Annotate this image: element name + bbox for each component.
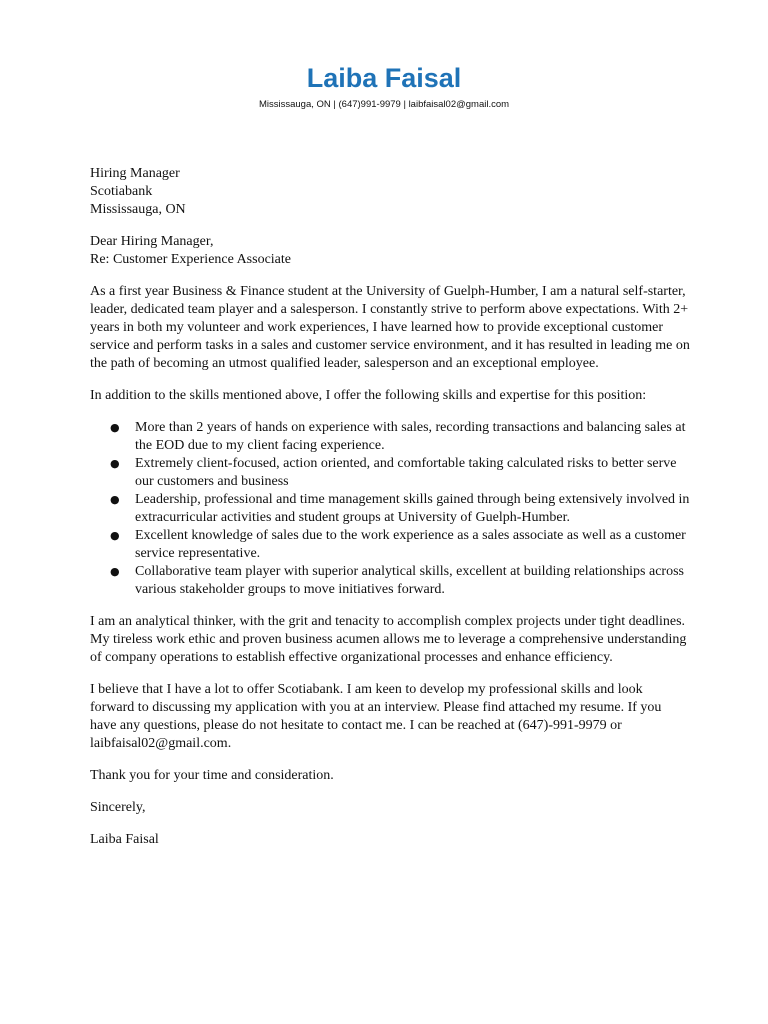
- bullet-icon: ●: [110, 493, 120, 506]
- offer-paragraph: I believe that I have a lot to offer Scotiabank. I am keen to develop my professional skills and look forward to discussing my application with you at an interview. Please find attached my resume. If you have any questions, please do not hesitate to contact me. I can be reached at (647)-991-9979 or laibfaisal02@gmail.com.: [90, 682, 662, 751]
- bullet-icon: ●: [110, 457, 120, 470]
- signature: Laiba Faisal: [90, 832, 159, 847]
- analytical-paragraph: I am an analytical thinker, with the grit and tenacity to accomplish complex projects under tight deadlines. My tireless work ethic and proven business acumen allows me to leverage a comprehensive understanding of company operations to establish effective organizational processes and enhance efficiency.: [90, 614, 687, 665]
- recipient-location: Mississauga, ON: [90, 202, 186, 217]
- list-item: [90, 563, 690, 599]
- contact-info: Mississauga, ON | (647)991-9979 | laibfaisal02@gmail.com: [258, 99, 510, 110]
- sign-off: Sincerely,: [90, 800, 146, 815]
- re-line: Re: Customer Experience Associate: [90, 252, 291, 267]
- list-item: [90, 491, 690, 527]
- list-item: [90, 527, 690, 563]
- applicant-name: Laiba Faisal: [306, 63, 462, 93]
- intro-paragraph: As a first year Business & Finance student at the University of Guelph-Humber, I am a natural self-starter, leader, dedicated team player and a salesperson. I constantly strive to perform above expectations. With 2+ years in both my volunteer and work experiences, I have learned how to provide exceptional customer service and perform tasks in a sales and customer service environment, and it has resulted in leading me on the path of becoming an utmost qualified leader, salesperson and an exceptional employee.: [90, 284, 690, 371]
- skill-text: Excellent knowledge of sales due to the work experience as a sales associate as well as a customer service representative.: [135, 528, 686, 561]
- skill-text: More than 2 years of hands on experience with sales, recording transactions and balancing sales at the EOD due to my client facing experience.: [135, 420, 686, 453]
- thanks-paragraph: Thank you for your time and consideration.: [90, 768, 334, 783]
- recipient-title: Hiring Manager: [90, 166, 180, 181]
- list-item: [90, 419, 690, 455]
- recipient-address: [90, 165, 690, 219]
- salutation: [90, 233, 690, 269]
- skill-text: Collaborative team player with superior analytical skills, excellent at building relationships across various stakeholder groups to move initiatives forward.: [135, 564, 684, 597]
- bullet-icon: ●: [110, 529, 120, 542]
- list-item: [90, 455, 690, 491]
- bullet-icon: ●: [110, 565, 120, 578]
- skill-text: Extremely client-focused, action oriented, and comfortable taking calculated risks to better serve our customers and business: [135, 456, 677, 489]
- greeting: Dear Hiring Manager,: [90, 234, 214, 249]
- recipient-company: Scotiabank: [90, 184, 153, 199]
- skills-list: [90, 419, 690, 599]
- letter-body: [90, 165, 690, 849]
- bullet-icon: ●: [110, 421, 120, 434]
- skills-intro-paragraph: In addition to the skills mentioned above, I offer the following skills and expertise for this position:: [90, 388, 647, 403]
- skill-text: Leadership, professional and time management skills gained through being extensively involved in extracurricular activities and student groups at University of Guelph-Humber.: [135, 492, 690, 525]
